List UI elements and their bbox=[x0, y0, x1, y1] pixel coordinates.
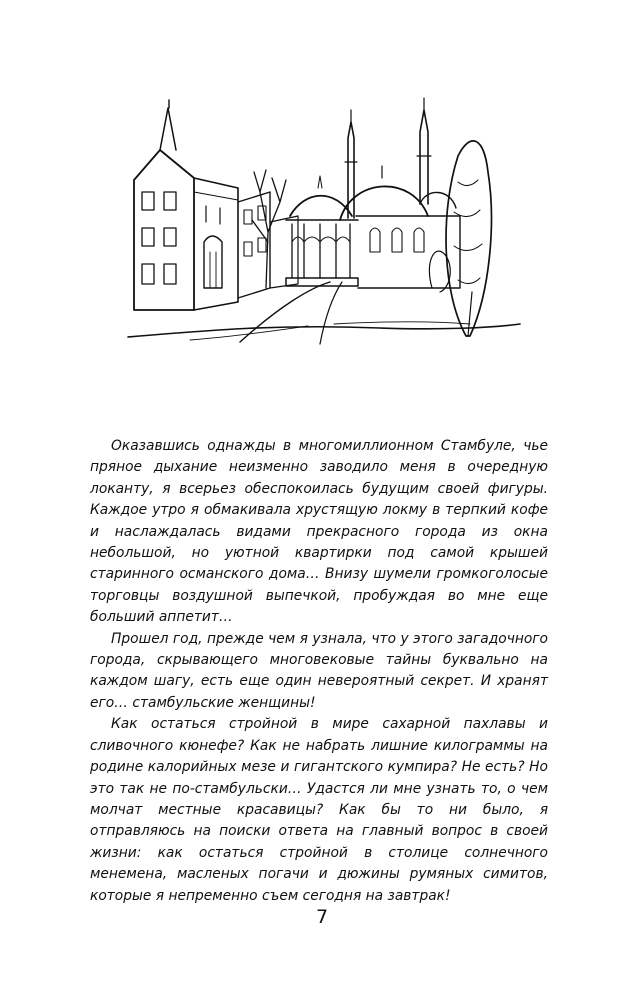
paragraph: Прошел год, прежде чем я узнала, что у этого загадочного города, скрывающего многовековые тайны буквально на каждом шагу, есть еще один невероятный секрет. И хранят его… стамбульские женщины! bbox=[90, 630, 548, 711]
paragraph: Как остаться стройной в мире сахарной пахлавы и сливочного кюнефе? Как не набрать лишние килограммы на родине калорийных мезе и гигантского кумпира? Не есть? Но это так не по-стамбульски… Удастся ли мне узнать то, о чем молчат местные красавицы? Как бы то ни было, я отправляюсь на поиски ответа на главный вопрос в своей жизни: как остаться стройной в столице солнечного менемена, масленых погачи и дюжины румяных симитов, которые я непременно съем сегодня на завтрак! bbox=[90, 716, 548, 904]
istanbul-street-illustration bbox=[120, 92, 525, 357]
main-text bbox=[90, 436, 548, 907]
mosque-street-sketch-icon bbox=[120, 92, 525, 357]
paragraph: Оказавшись однажды в многомиллионном Стамбуле, чье пряное дыхание неизменно заводило меня в очередную локанту, я всерьез обеспокоилась будущим своей фигуры. Каждое утро я обмакивала хрустящую локму в терпкий кофе и наслаждалась видами прекрасного города из окна небольшой, но уютной квартирки под самой крышей старинного османского дома… Внизу шумели громкоголосые торговцы воздушной выпечкой, пробуждая во мне еще больший аппетит… bbox=[90, 438, 548, 626]
page-number: 7 bbox=[315, 906, 329, 928]
